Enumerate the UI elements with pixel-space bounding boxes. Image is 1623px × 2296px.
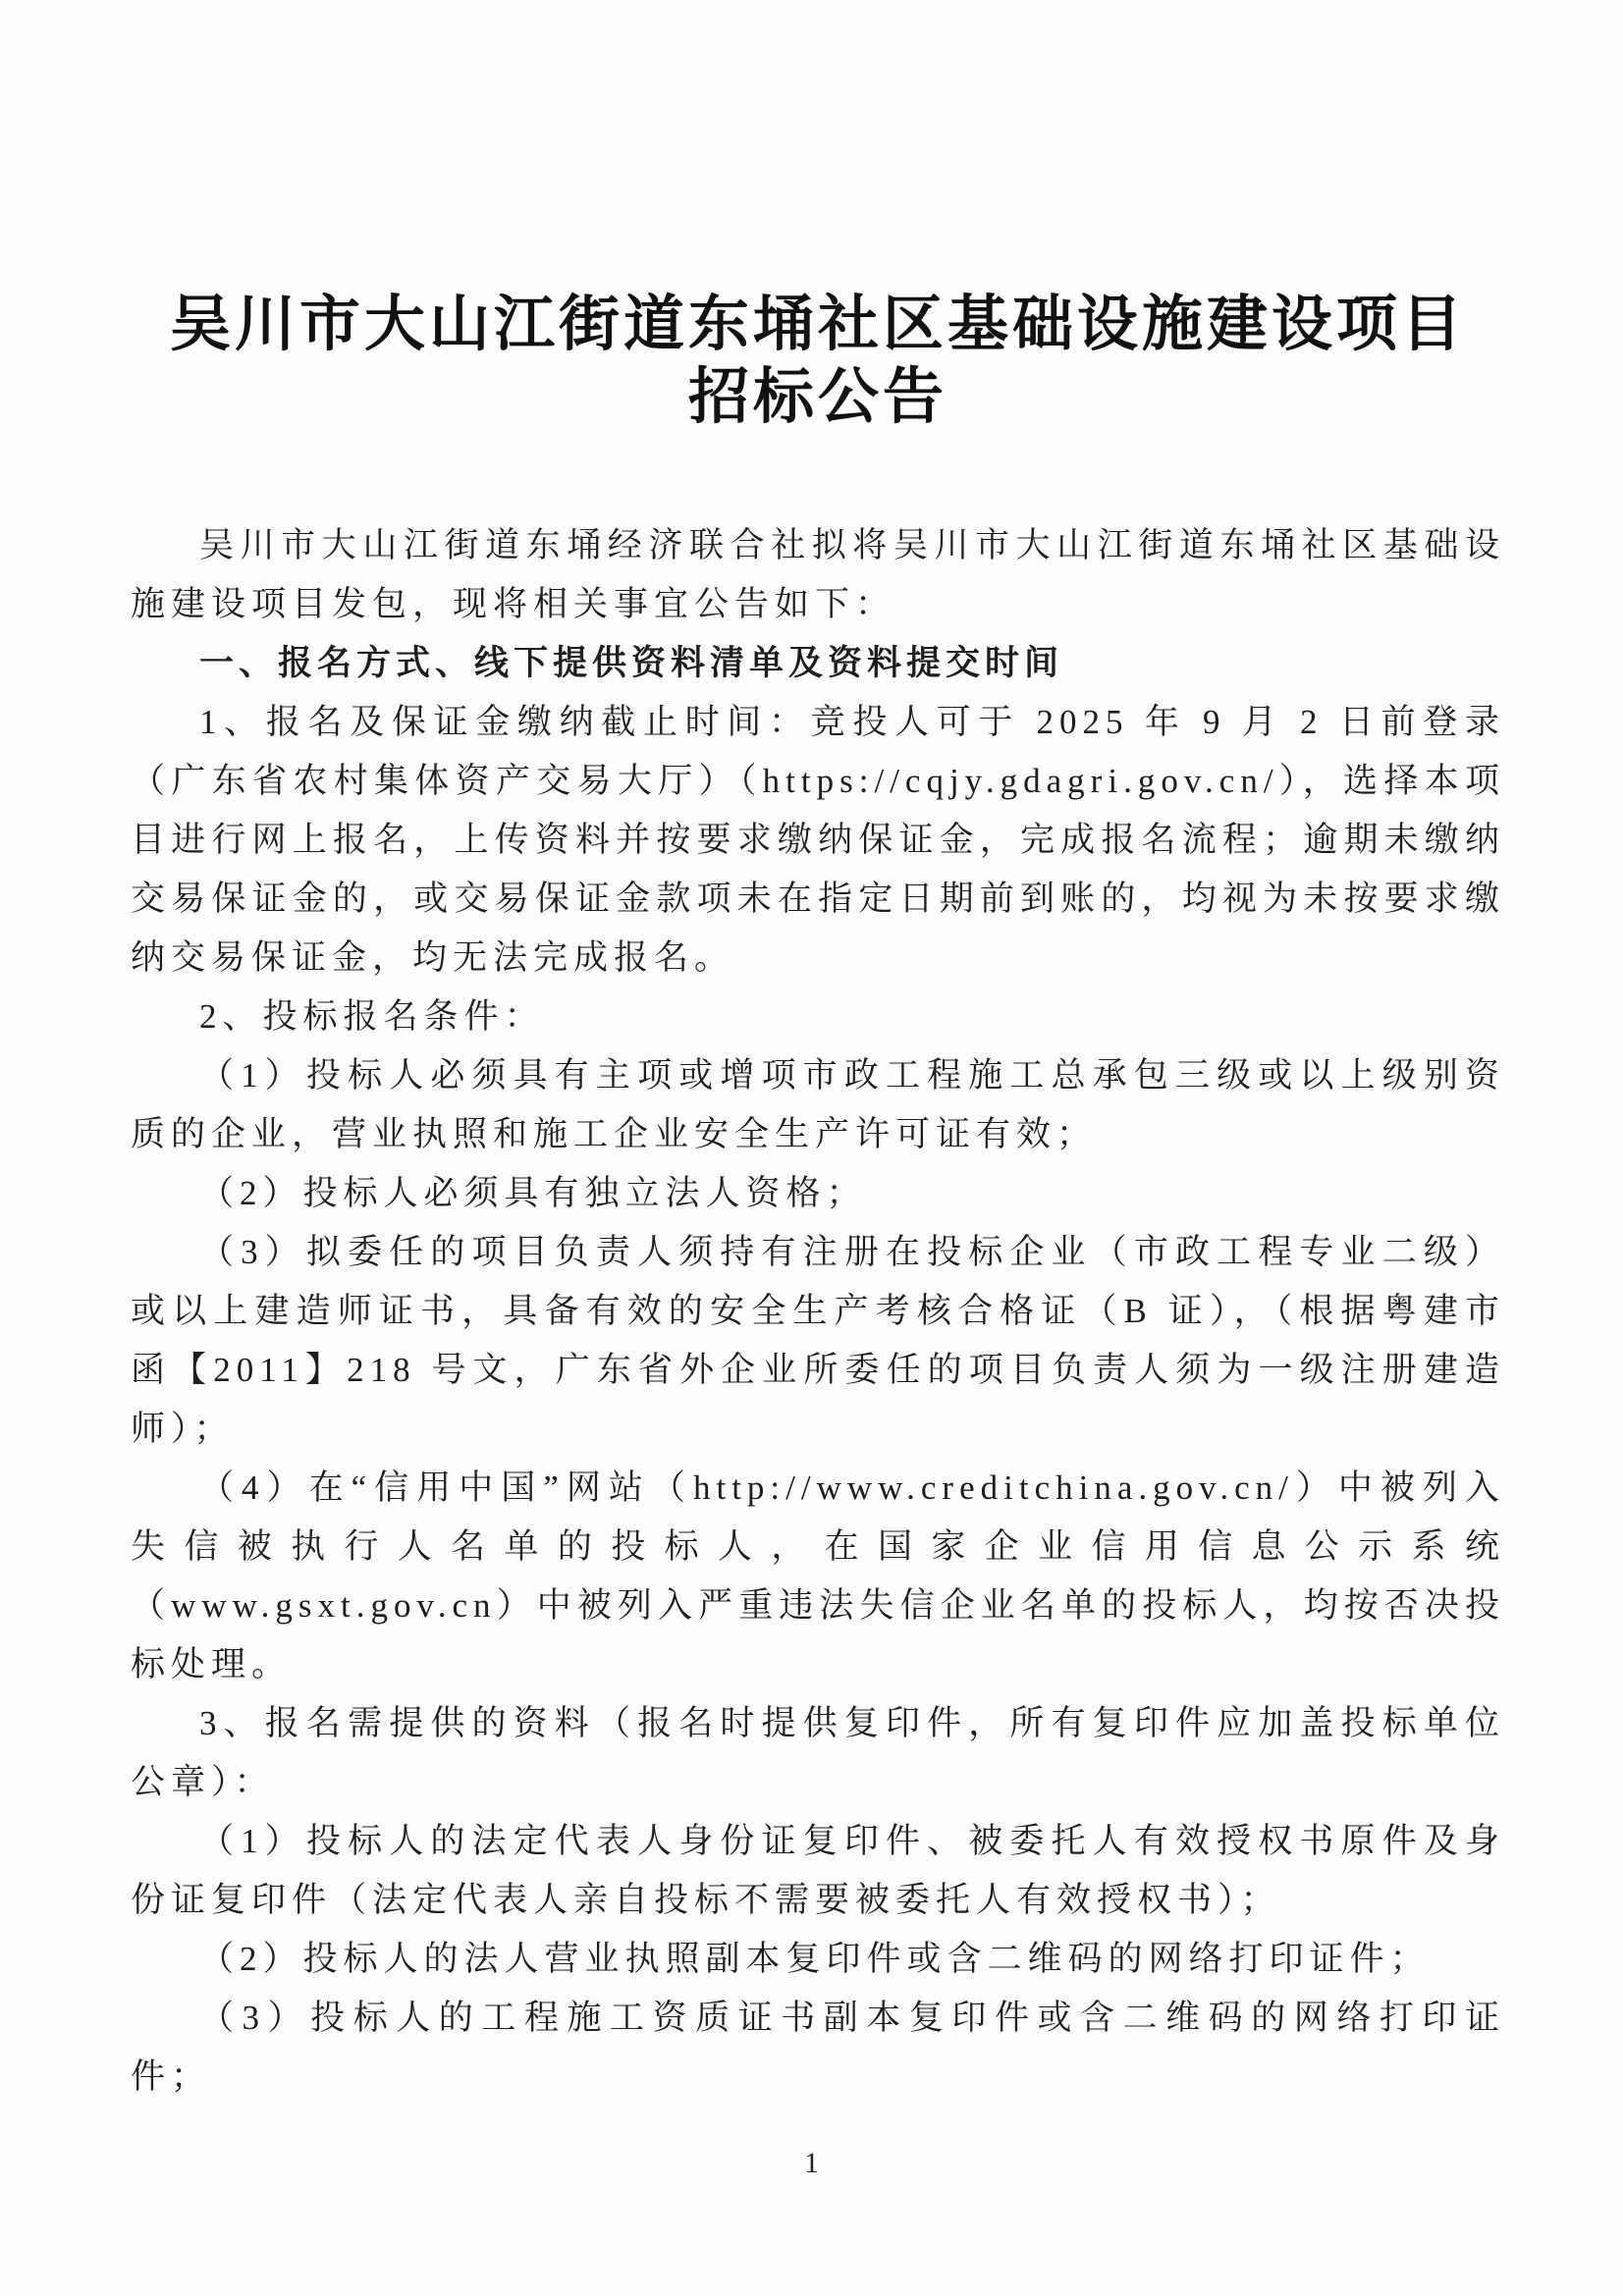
item-2-4-credit-blacklist-rule: （4）在“信用中国”网站（http://www.creditchina.gov.cn/）中被列入失信被执行人名单的投标人，在国家企业信用信息公示系统（www.gsxt.gov.cn）中被列入严重违法失信企业名单的投标人，均按否决投标处理。 bbox=[131, 1468, 1505, 1683]
item-3-1-id-and-authorization: （1）投标人的法定代表人身份证复印件、被委托人有效授权书原件及身份证复印件（法定代表人亲自投标不需要被委托人有效授权书）； bbox=[131, 1821, 1505, 1919]
item-3-3-construction-qualification-copy: （3）投标人的工程施工资质证书副本复印件或含二维码的网络打印证件； bbox=[131, 1998, 1505, 2096]
document-title bbox=[131, 289, 1505, 434]
item-3-required-materials: 3、报名需提供的资料（报名时提供复印件，所有复印件应加盖投标单位公章）： bbox=[131, 1703, 1505, 1801]
item-2-3-project-manager-requirement: （3）拟委任的项目负责人须持有注册在投标企业（市政工程专业二级）或以上建造师证书，具备有效的安全生产考核合格证（B 证），（根据粤建市函【2011】218 号文，广东省外企业所委任的项目负责人须为一级注册建造师）； bbox=[131, 1232, 1505, 1448]
intro-paragraph: 吴川市大山江街道东埇经济联合社拟将吴川市大山江街道东埇社区基础设施建设项目发包，现将相关事宜公告如下： bbox=[131, 525, 1505, 623]
item-2-bid-conditions: 2、投标报名条件： bbox=[199, 996, 545, 1036]
item-2-1-qualification-requirement: （1）投标人必须具有主项或增项市政工程施工总承包三级或以上级别资质的企业，营业执照和施工企业安全生产许可证有效； bbox=[131, 1055, 1505, 1153]
item-1-registration-deadline: 1、报名及保证金缴纳截止时间：竞投人可于 2025 年 9 月 2 日前登录（广东省农村集体资产交易大厅）（https://cqjy.gdagri.gov.cn/），选择本项目进行网上报名，上传资料并按要求缴纳保证金，完成报名流程；逾期未缴纳交易保证金的，或交易保证金款项未在指定日期前到账的，均视为未按要求缴纳交易保证金，均无法完成报名。 bbox=[131, 702, 1505, 977]
document-title-line-2: 招标公告 bbox=[687, 363, 947, 431]
item-3-2-business-license-copy: （2）投标人的法人营业执照副本复印件或含二维码的网络打印证件； bbox=[199, 1939, 1431, 1978]
document-title-line-1: 吴川市大山江街道东埇社区基础设施建设项目 bbox=[169, 291, 1466, 358]
document-body bbox=[131, 516, 1505, 2107]
item-2-2-legal-person-requirement: （2）投标人必须具有独立法人资格； bbox=[199, 1173, 867, 1212]
page-number: 1 bbox=[804, 2147, 819, 2179]
document-content bbox=[131, 247, 1505, 2107]
section-1-heading: 一、报名方式、线下提供资料清单及资料提交时间 bbox=[199, 643, 1064, 682]
